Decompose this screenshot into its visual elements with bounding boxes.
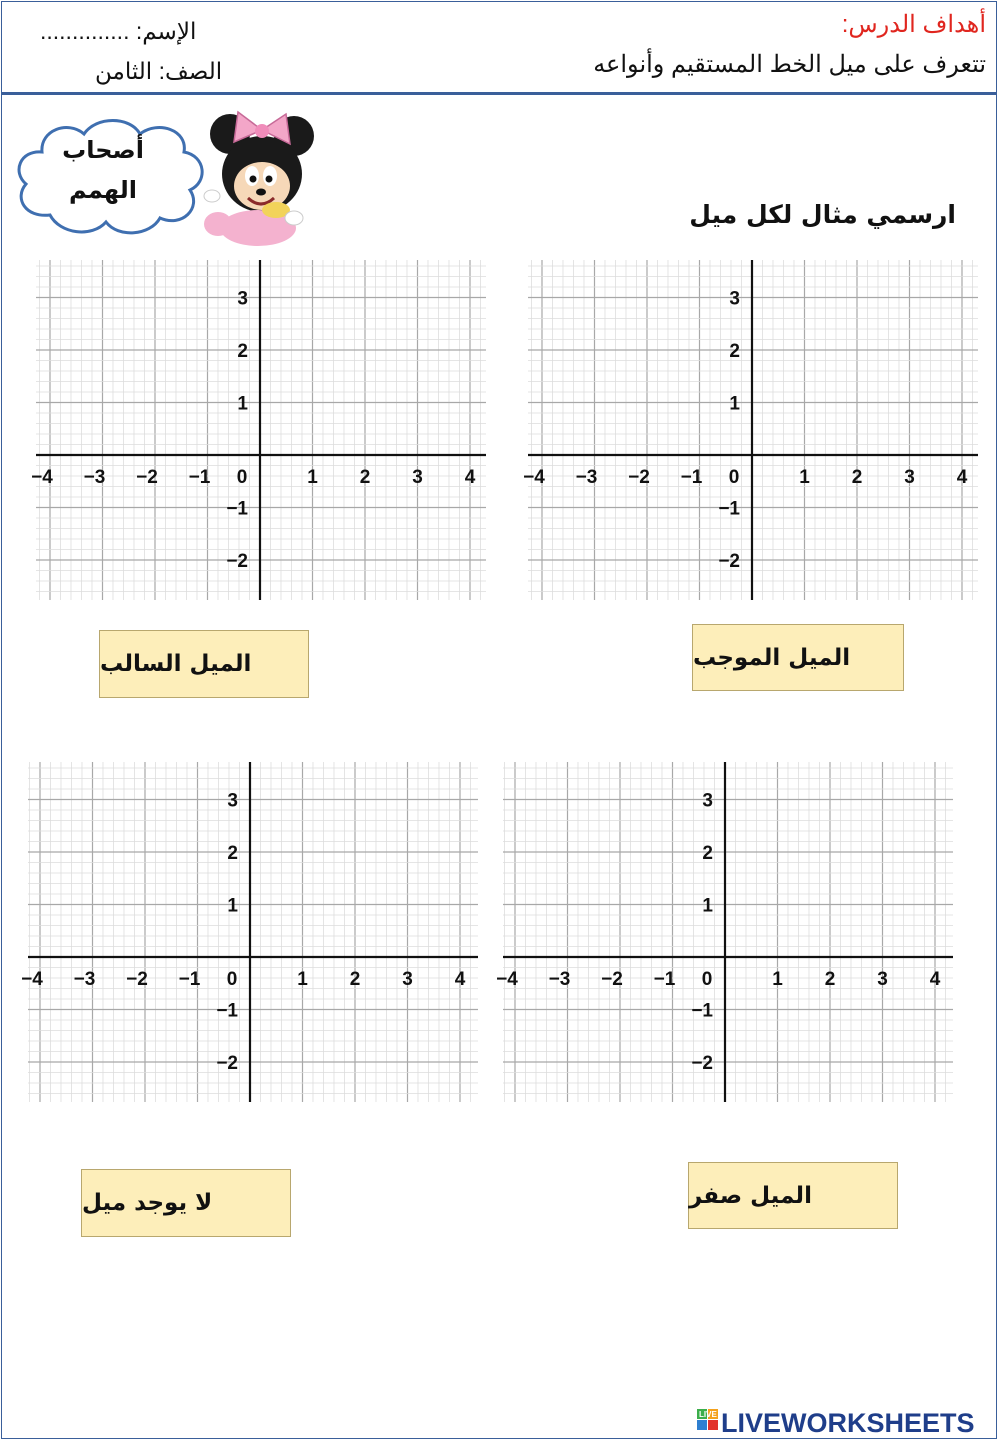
x-tick-label: 2 — [851, 467, 863, 488]
x-tick-label: 2 — [349, 969, 361, 990]
y-tick-label: 1 — [227, 895, 238, 917]
x-tick-label: −2 — [601, 969, 623, 990]
label-negative-slope[interactable]: الميل السالب — [99, 630, 309, 698]
grid-lines — [28, 762, 478, 1102]
graph-positive-slope[interactable] — [523, 260, 978, 600]
x-tick-label: 0 — [701, 969, 713, 990]
y-tick-label: 3 — [227, 790, 238, 812]
y-tick-label: −1 — [718, 498, 740, 520]
x-tick-label: 0 — [236, 467, 248, 488]
cartoon-mouse-icon — [190, 106, 320, 248]
label-positive-slope[interactable]: الميل الموجب — [692, 624, 904, 691]
x-tick-label: −1 — [653, 969, 676, 990]
x-tick-label: −4 — [31, 467, 53, 488]
cloud-label — [38, 130, 168, 210]
x-tick-label: −3 — [73, 969, 96, 990]
y-tick-label: 1 — [729, 393, 740, 415]
x-tick-label: −4 — [523, 467, 545, 488]
y-tick-label: −2 — [216, 1053, 238, 1074]
liveworksheets-logo[interactable] — [697, 1407, 997, 1437]
y-tick-label: 2 — [729, 341, 740, 362]
x-tick-label: −3 — [83, 467, 106, 488]
x-tick-label: 3 — [904, 467, 915, 488]
x-tick-label: −2 — [136, 467, 158, 488]
x-tick-label: −3 — [548, 969, 571, 990]
x-tick-label: −1 — [680, 467, 703, 488]
grid-lines — [503, 762, 953, 1102]
graph-zero-slope[interactable] — [496, 762, 953, 1102]
x-tick-label: −4 — [21, 969, 43, 990]
y-tick-label: −2 — [226, 551, 248, 572]
x-tick-label: 3 — [877, 969, 888, 990]
y-tick-label: 2 — [702, 843, 713, 864]
x-tick-label: 1 — [297, 969, 308, 990]
cloud-line-2: الهمم — [69, 176, 137, 204]
x-tick-label: −3 — [575, 467, 598, 488]
objectives-text: تتعرف على ميل الخط المستقيم وأنواعه — [593, 51, 986, 78]
y-tick-label: −1 — [691, 1000, 713, 1022]
y-tick-label: −1 — [216, 1000, 238, 1022]
x-tick-label: −1 — [188, 467, 211, 488]
x-tick-label: 4 — [464, 467, 476, 488]
student-name-field[interactable]: الإسم: .............. — [40, 18, 197, 44]
x-tick-label: −2 — [126, 969, 148, 990]
y-tick-label: 3 — [237, 288, 248, 310]
x-tick-label: 0 — [226, 969, 238, 990]
x-tick-label: −1 — [178, 969, 201, 990]
y-tick-label: −1 — [226, 498, 248, 520]
brand-text: LIVEWORKSHEETS — [721, 1408, 975, 1437]
x-tick-label: 2 — [824, 969, 836, 990]
y-tick-label: 1 — [702, 895, 713, 917]
y-tick-label: 2 — [237, 341, 248, 362]
x-tick-label: −4 — [496, 969, 518, 990]
y-tick-label: 2 — [227, 843, 238, 864]
y-tick-label: −2 — [718, 551, 740, 572]
x-tick-label: −2 — [628, 467, 650, 488]
y-tick-label: −2 — [691, 1053, 713, 1074]
x-tick-label: 4 — [454, 969, 466, 990]
x-tick-label: 1 — [799, 467, 810, 488]
instruction-text: ارسمي مثال لكل ميل — [689, 200, 956, 229]
graph-undefined-slope[interactable] — [21, 762, 478, 1102]
x-tick-label: 4 — [929, 969, 941, 990]
x-tick-label: 1 — [307, 467, 318, 488]
x-tick-label: 3 — [412, 467, 423, 488]
y-tick-label: 3 — [702, 790, 713, 812]
graph-negative-slope[interactable] — [31, 260, 486, 600]
label-undefined-slope[interactable]: لا يوجد ميل — [81, 1169, 291, 1237]
logo-letters: LIVE — [699, 1410, 717, 1419]
label-zero-slope[interactable]: الميل صفر — [688, 1162, 898, 1229]
cloud-line-1: أصحاب — [62, 136, 144, 164]
y-tick-label: 1 — [237, 393, 248, 415]
y-tick-label: 3 — [729, 288, 740, 310]
x-tick-label: 3 — [402, 969, 413, 990]
x-tick-label: 0 — [728, 467, 740, 488]
x-tick-label: 1 — [772, 969, 783, 990]
x-tick-label: 4 — [956, 467, 968, 488]
grade-label: الصف: الثامن — [95, 58, 223, 84]
x-tick-label: 2 — [359, 467, 371, 488]
objectives-title: أهداف الدرس: — [841, 11, 986, 38]
